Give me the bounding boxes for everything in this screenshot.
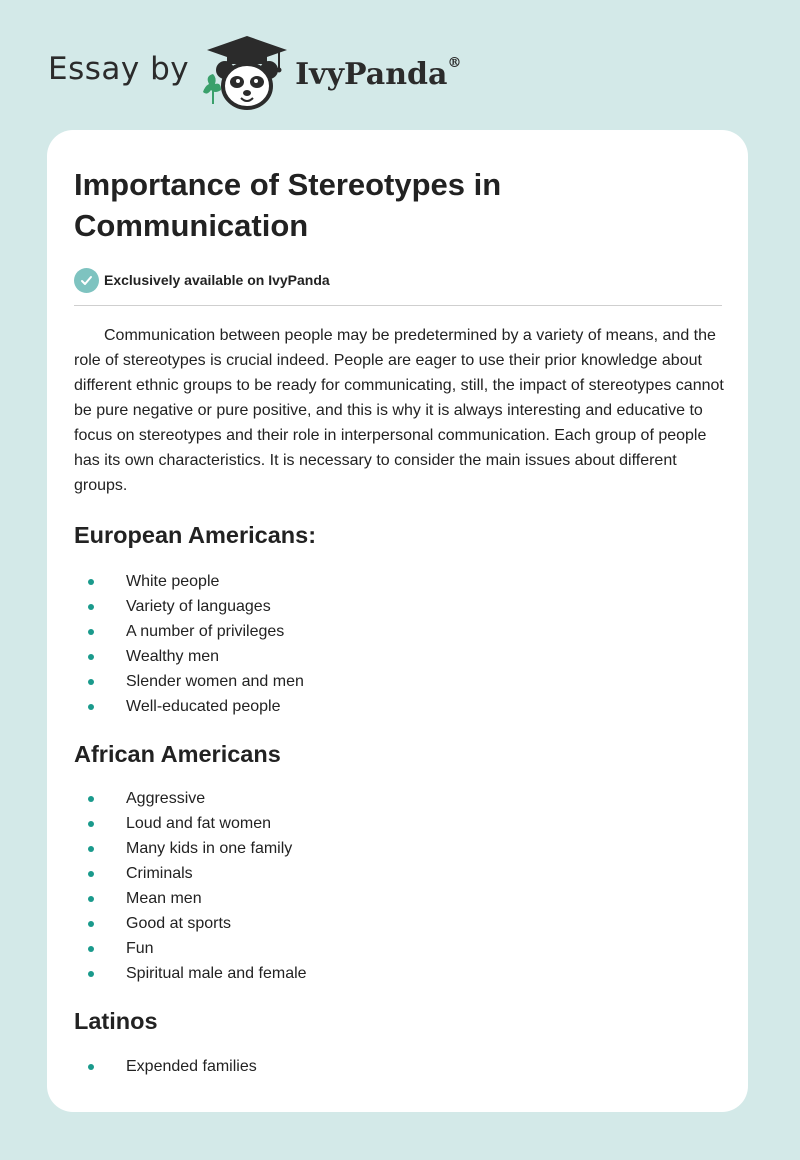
bullet-icon: [88, 971, 94, 977]
section-heading: European Americans:: [74, 522, 317, 548]
bullet-icon: [88, 704, 94, 710]
list-item: [74, 669, 721, 694]
bullet-icon: [88, 896, 94, 902]
list-item-text: Well-educated people: [126, 698, 281, 715]
bullet-icon: [88, 921, 94, 927]
essay-card: [47, 130, 748, 1112]
list-item: [74, 836, 721, 861]
list-item-text: Fun: [126, 940, 154, 957]
list-item-text: Loud and fat women: [126, 815, 271, 832]
exclusive-label: Exclusively available on IvyPanda: [104, 272, 330, 288]
brand-name[interactable]: [295, 54, 462, 92]
list-item: [74, 1054, 721, 1079]
list-item: [74, 936, 721, 961]
list-item-text: Aggressive: [126, 790, 206, 807]
exclusive-badge: [74, 267, 721, 293]
site-header: [48, 34, 461, 114]
brand-text: IvyPanda: [295, 56, 448, 92]
list-item-text: Criminals: [126, 865, 193, 882]
list-item-text: Mean men: [126, 890, 202, 907]
list-item-text: Expended families: [126, 1058, 257, 1075]
list-item-text: White people: [126, 573, 220, 590]
bullet-list: [74, 786, 721, 986]
list-item-text: Good at sports: [126, 915, 231, 932]
essay-by-label: Essay by: [48, 51, 190, 87]
list-item: [74, 694, 721, 719]
bullet-icon: [88, 604, 94, 610]
list-item-text: Wealthy men: [126, 648, 220, 665]
list-item-text: A number of privileges: [126, 623, 285, 640]
section-heading: African Americans: [74, 741, 281, 767]
list-item-text: Slender women and men: [126, 673, 304, 690]
check-icon: [74, 268, 99, 293]
bullet-list: [74, 1054, 721, 1079]
bullet-icon: [88, 654, 94, 660]
bullet-list: [74, 569, 721, 719]
list-item: [74, 911, 721, 936]
bullet-icon: [88, 821, 94, 827]
bullet-icon: [88, 629, 94, 635]
list-item: [74, 886, 721, 911]
list-item-text: Variety of languages: [126, 598, 271, 615]
list-item: [74, 786, 721, 811]
registered-mark: ®: [447, 54, 462, 71]
panda-logo-icon[interactable]: [203, 34, 291, 114]
list-item: [74, 644, 721, 669]
divider: [74, 305, 722, 306]
list-item: [74, 569, 721, 594]
list-item: [74, 861, 721, 886]
list-item: [74, 961, 721, 986]
bullet-icon: [88, 871, 94, 877]
page-title: Importance of Stereotypes in Communication: [74, 167, 502, 243]
list-item-text: Spiritual male and female: [126, 965, 307, 982]
bullet-icon: [88, 946, 94, 952]
list-item: [74, 619, 721, 644]
list-item: [74, 594, 721, 619]
list-item-text: Many kids in one family: [126, 840, 293, 857]
bullet-icon: [88, 679, 94, 685]
bullet-icon: [88, 846, 94, 852]
bullet-icon: [88, 1064, 94, 1070]
intro-paragraph: Communication between people may be predetermined by a variety of means, and the role of stereotypes is crucial indeed. People are eager to use their prior knowledge about different ethnic groups to be ready for communicating, still, the impact of stereotypes cannot be pure negative or pure positive, and this is why it is always interesting and educative to focus on stereotypes and their role in interpersonal communication. Each group of people has its own characteristics. It is necessary to consider the main issues about different groups.: [74, 327, 724, 494]
bullet-icon: [88, 796, 94, 802]
section-heading: Latinos: [74, 1008, 158, 1034]
bullet-icon: [88, 579, 94, 585]
list-item: [74, 811, 721, 836]
